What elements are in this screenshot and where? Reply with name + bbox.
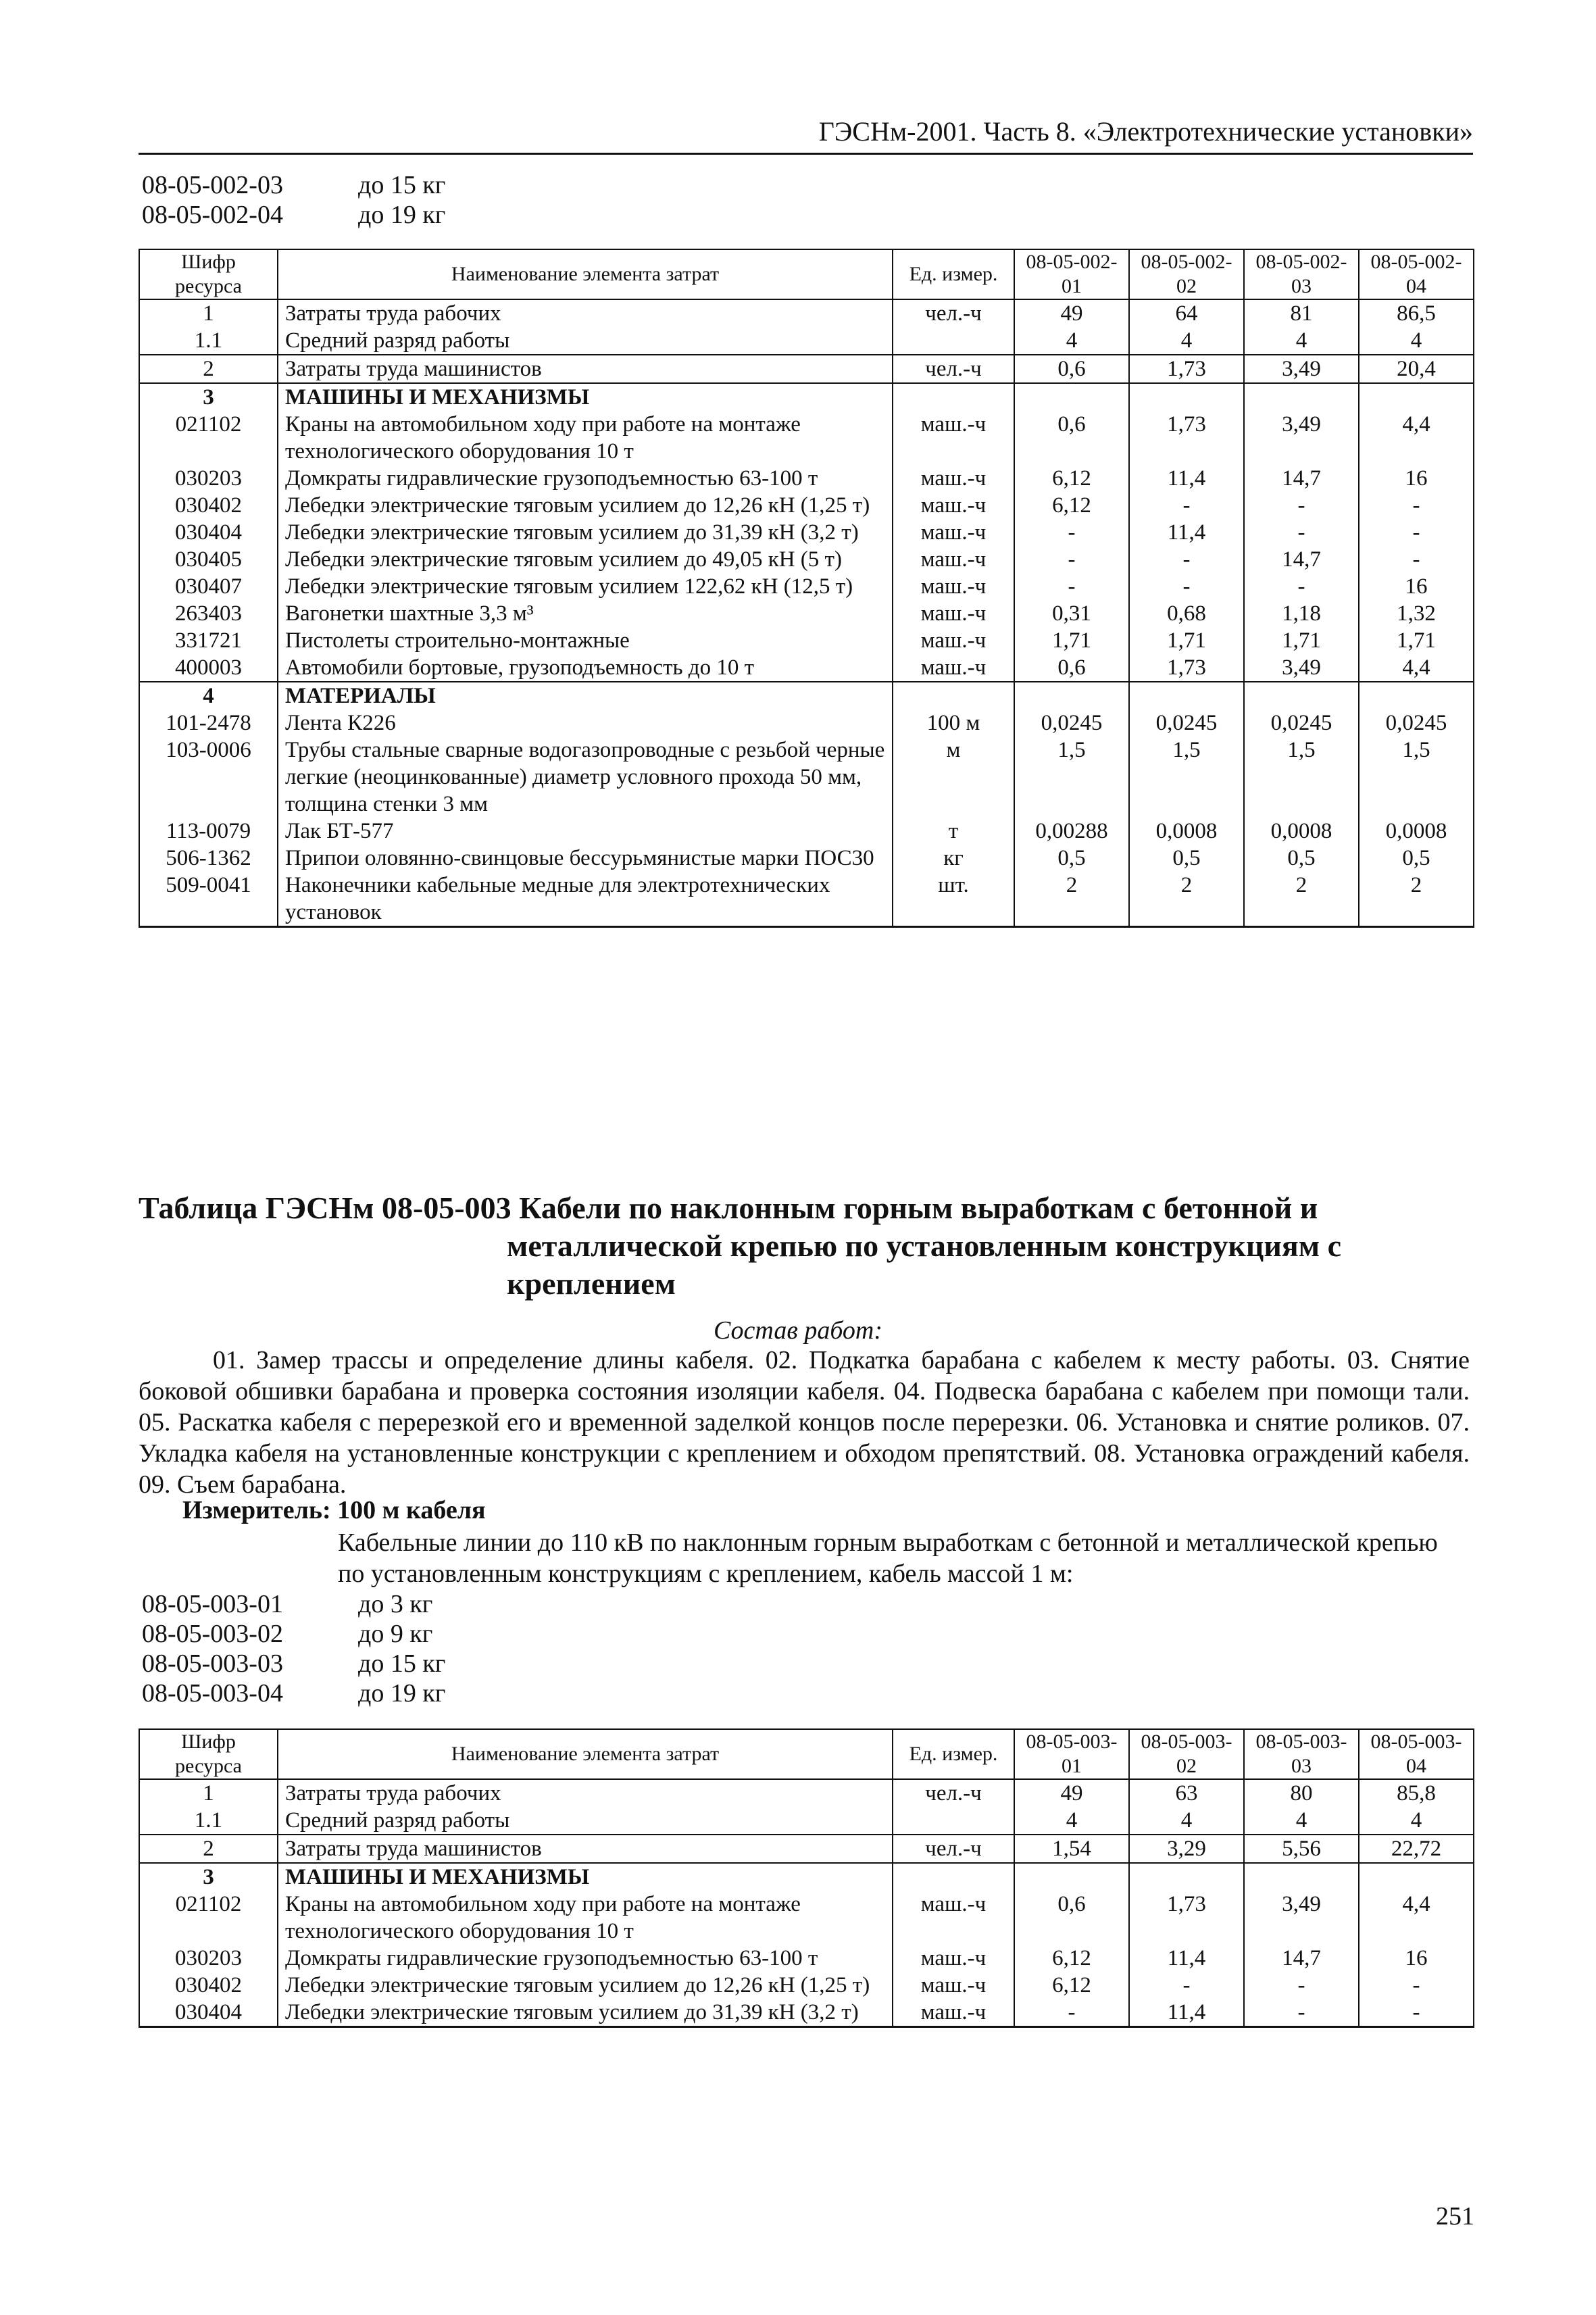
cell-code: 1.1 — [139, 327, 278, 355]
cell-value: - — [1244, 492, 1359, 519]
running-title: ГЭСНм-2001. Часть 8. «Электротехнические установки» — [818, 116, 1473, 147]
cell-value: - — [1014, 1999, 1129, 2027]
cell-code: 2 — [139, 355, 278, 383]
code-row — [142, 200, 445, 230]
cell-value: 11,4 — [1129, 1999, 1244, 2027]
work-composition-label: Состав работ: — [713, 1316, 883, 1345]
cell-value: 6,12 — [1014, 465, 1129, 492]
cell-value: 16 — [1359, 465, 1474, 492]
cell-code: 2 — [139, 1835, 278, 1863]
cell-value: 0,5 — [1359, 845, 1474, 872]
table-header-row — [139, 1729, 1474, 1779]
cell-unit: маш.-ч — [893, 1972, 1014, 1999]
cell-name: МАШИНЫ И МЕХАНИЗМЫ — [278, 383, 893, 411]
cell-unit: маш.-ч — [893, 1891, 1014, 1945]
cell-code: 3 — [139, 1863, 278, 1891]
cell-unit: 100 м — [893, 710, 1014, 737]
cell-value: - — [1359, 1972, 1474, 1999]
cell-value: - — [1359, 519, 1474, 546]
cell-value: 0,6 — [1014, 411, 1129, 465]
cell-name: Пистолеты строительно-монтажные — [278, 627, 893, 654]
cell-value: 4 — [1244, 1807, 1359, 1835]
cell-name: Средний разряд работы — [278, 1807, 893, 1835]
cell-value: 81 — [1244, 299, 1359, 327]
cell-value — [1244, 682, 1359, 710]
table-row — [139, 1972, 1474, 1999]
cell-value: 0,5 — [1244, 845, 1359, 872]
table-row — [139, 519, 1474, 546]
code-id: 08-05-003-04 — [142, 1679, 283, 1708]
cell-unit: маш.-ч — [893, 492, 1014, 519]
header-norm-code: 08-05-003-04 — [1359, 1729, 1474, 1779]
cell-name: Затраты труда рабочих — [278, 299, 893, 327]
table-row — [139, 600, 1474, 627]
cell-unit: шт. — [893, 872, 1014, 927]
cell-name: Лебедки электрические тяговым усилием 122,62 кН (12,5 т) — [278, 573, 893, 600]
table-row — [139, 1835, 1474, 1863]
table-row — [139, 1945, 1474, 1972]
cell-name: Домкраты гидравлические грузоподъемностью 63-100 т — [278, 465, 893, 492]
cell-value: 3,49 — [1244, 1891, 1359, 1945]
cell-unit: маш.-ч — [893, 519, 1014, 546]
code-id: 08-05-003-01 — [142, 1590, 283, 1618]
cell-value: 14,7 — [1244, 1945, 1359, 1972]
header-norm-code: 08-05-003-01 — [1014, 1729, 1129, 1779]
table-row — [139, 627, 1474, 654]
cell-value: 0,0008 — [1244, 818, 1359, 845]
cell-value: 11,4 — [1129, 465, 1244, 492]
header-name: Наименование элемента затрат — [278, 1729, 893, 1779]
measure-label — [182, 1495, 486, 1526]
cell-value: 0,0008 — [1129, 818, 1244, 845]
cell-value: 1,5 — [1359, 737, 1474, 818]
table-row — [139, 845, 1474, 872]
cell-unit: чел.-ч — [893, 1779, 1014, 1807]
table-row — [139, 1891, 1474, 1945]
cell-value — [1014, 682, 1129, 710]
table-row — [139, 1999, 1474, 2027]
cell-value — [1129, 383, 1244, 411]
cell-value: 3,49 — [1244, 355, 1359, 383]
cell-value: 4 — [1359, 327, 1474, 355]
table-row — [139, 411, 1474, 465]
cell-value — [1129, 682, 1244, 710]
cell-value: 1,32 — [1359, 600, 1474, 627]
cell-value — [1359, 1863, 1474, 1891]
cell-unit: маш.-ч — [893, 1999, 1014, 2027]
cell-value: - — [1129, 546, 1244, 573]
cell-code: 3 — [139, 383, 278, 411]
cell-value: 64 — [1129, 299, 1244, 327]
header-norm-code: 08-05-003-02 — [1129, 1729, 1244, 1779]
work-composition-text: 01. Замер трассы и определение длины кабеля. 02. Подкатка барабана с кабелем к месту работы. 03. Снятие боковой обшивки барабана и проверка состояния изоляции кабеля. 04. Подвеска барабана с кабелем при помощи тали. 05. Раскатка кабеля с перерезкой его и временной заделкой концов после перерезки. 06. Установка и снятие роликов. 07. Укладка кабеля на установленные конструкции с креплением и обходом препятствий. 08. Установка ограждений кабеля. 09. Съем барабана. — [139, 1346, 1470, 1499]
cell-value: 2 — [1359, 872, 1474, 927]
cell-name: Затраты труда машинистов — [278, 1835, 893, 1863]
cell-value: 22,72 — [1359, 1835, 1474, 1863]
cell-name: Автомобили бортовые, грузоподъемность до 10 т — [278, 654, 893, 682]
cell-value: - — [1244, 519, 1359, 546]
code-value: до 19 кг — [358, 201, 446, 229]
cell-name: Краны на автомобильном ходу при работе на монтаже технологического оборудования 10 т — [278, 1891, 893, 1945]
table-row — [139, 299, 1474, 327]
table-row — [139, 492, 1474, 519]
header-code: Шифр ресурса — [139, 249, 278, 299]
table-body — [139, 249, 1474, 927]
header-norm-code: 08-05-002-03 — [1244, 249, 1359, 299]
measure-text: Измеритель: 100 м кабеля — [182, 1496, 486, 1524]
table-row — [139, 737, 1474, 818]
cell-value: 0,0245 — [1359, 710, 1474, 737]
cell-code: 400003 — [139, 654, 278, 682]
cell-code: 506-1362 — [139, 845, 278, 872]
cell-value: - — [1359, 1999, 1474, 2027]
cell-value: 0,5 — [1014, 845, 1129, 872]
code-row — [142, 1589, 445, 1619]
section-title-line-1: Таблица ГЭСНм 08-05-003 Кабели по наклонным горным выработкам с бетонной и — [139, 1191, 1318, 1225]
cell-code: 103-0006 — [139, 737, 278, 818]
table-header-row — [139, 249, 1474, 299]
cell-value: 1,73 — [1129, 1891, 1244, 1945]
cell-unit: чел.-ч — [893, 1835, 1014, 1863]
cell-value: 11,4 — [1129, 1945, 1244, 1972]
cell-code: 021102 — [139, 1891, 278, 1945]
cell-value: 49 — [1014, 1779, 1129, 1807]
cell-code: 1.1 — [139, 1807, 278, 1835]
cell-code: 4 — [139, 682, 278, 710]
cell-value: 1,18 — [1244, 600, 1359, 627]
cell-value: 16 — [1359, 573, 1474, 600]
cell-value: 4 — [1129, 327, 1244, 355]
cell-value: 49 — [1014, 299, 1129, 327]
code-row — [142, 1678, 445, 1708]
cell-name: Лебедки электрические тяговым усилием до 31,39 кН (3,2 т) — [278, 1999, 893, 2027]
code-value: до 9 кг — [358, 1620, 433, 1648]
cell-value: - — [1359, 492, 1474, 519]
table-description: Кабельные линии до 110 кВ по наклонным горным выработкам с бетонной и металлической крепью по установленным конструкциям с креплением, кабель массой 1 м: — [338, 1528, 1438, 1588]
table-row — [139, 465, 1474, 492]
code-value: до 15 кг — [358, 171, 446, 199]
cell-unit: т — [893, 818, 1014, 845]
cell-value: 4 — [1014, 327, 1129, 355]
cell-name: МАШИНЫ И МЕХАНИЗМЫ — [278, 1863, 893, 1891]
cell-unit: маш.-ч — [893, 600, 1014, 627]
cell-code: 030203 — [139, 1945, 278, 1972]
cell-code: 263403 — [139, 600, 278, 627]
code-id: 08-05-003-03 — [142, 1649, 283, 1678]
header-norm-code: 08-05-002-04 — [1359, 249, 1474, 299]
cell-value: - — [1129, 573, 1244, 600]
cell-value: 1,54 — [1014, 1835, 1129, 1863]
header-norm-code: 08-05-002-02 — [1129, 249, 1244, 299]
cell-unit: маш.-ч — [893, 1945, 1014, 1972]
cell-name: Трубы стальные сварные водогазопроводные с резьбой черные легкие (неоцинкованные) диаметр условного прохода 50 мм, толщина стенки 3 мм — [278, 737, 893, 818]
cell-unit: маш.-ч — [893, 411, 1014, 465]
table-row — [139, 872, 1474, 927]
cell-name: Лебедки электрические тяговым усилием до 12,26 кН (1,25 т) — [278, 492, 893, 519]
cell-code: 1 — [139, 299, 278, 327]
cell-unit: маш.-ч — [893, 573, 1014, 600]
cell-unit: кг — [893, 845, 1014, 872]
cell-value: 14,7 — [1244, 465, 1359, 492]
cell-value: 1,5 — [1244, 737, 1359, 818]
table-row — [139, 818, 1474, 845]
codes-top — [142, 170, 445, 230]
cell-value: 0,0245 — [1129, 710, 1244, 737]
header-unit: Ед. измер. — [893, 1729, 1014, 1779]
cell-value: 4,4 — [1359, 411, 1474, 465]
resource-table-2 — [139, 1728, 1474, 2028]
codes-bottom — [142, 1589, 445, 1708]
cell-unit: чел.-ч — [893, 299, 1014, 327]
cell-value: 6,12 — [1014, 1972, 1129, 1999]
cell-value — [1129, 1863, 1244, 1891]
table-row — [139, 546, 1474, 573]
cell-value: 63 — [1129, 1779, 1244, 1807]
cell-unit: маш.-ч — [893, 465, 1014, 492]
cell-value: - — [1014, 519, 1129, 546]
cell-name: Наконечники кабельные медные для электротехнических установок — [278, 872, 893, 927]
cell-value: 1,5 — [1129, 737, 1244, 818]
code-row — [142, 1649, 445, 1678]
cell-value: 0,6 — [1014, 654, 1129, 682]
cell-unit: чел.-ч — [893, 355, 1014, 383]
cell-name: Затраты труда рабочих — [278, 1779, 893, 1807]
cell-name: Вагонетки шахтные 3,3 м³ — [278, 600, 893, 627]
cell-value: - — [1129, 492, 1244, 519]
cell-name: МАТЕРИАЛЫ — [278, 682, 893, 710]
cell-value: 85,8 — [1359, 1779, 1474, 1807]
cell-name: Лента К226 — [278, 710, 893, 737]
cell-value: 0,6 — [1014, 355, 1129, 383]
cell-value: - — [1244, 1972, 1359, 1999]
cell-name: Домкраты гидравлические грузоподъемностью 63-100 т — [278, 1945, 893, 1972]
cell-value: 14,7 — [1244, 546, 1359, 573]
table-body — [139, 1729, 1474, 2027]
cell-value: 1,71 — [1014, 627, 1129, 654]
cell-unit — [893, 682, 1014, 710]
table-row — [139, 327, 1474, 355]
cell-value: 2 — [1244, 872, 1359, 927]
cell-unit — [893, 383, 1014, 411]
cell-code: 509-0041 — [139, 872, 278, 927]
cell-value: 80 — [1244, 1779, 1359, 1807]
cell-value: - — [1359, 546, 1474, 573]
table-row — [139, 654, 1474, 682]
cell-code: 021102 — [139, 411, 278, 465]
cell-value: 6,12 — [1014, 1945, 1129, 1972]
code-id: 08-05-002-03 — [142, 171, 283, 199]
cell-value: 1,71 — [1244, 627, 1359, 654]
cell-value: 6,12 — [1014, 492, 1129, 519]
table-row — [139, 710, 1474, 737]
cell-value: 2 — [1014, 872, 1129, 927]
table-row — [139, 1807, 1474, 1835]
cell-value: 0,5 — [1129, 845, 1244, 872]
header-name: Наименование элемента затрат — [278, 249, 893, 299]
cell-value: 1,73 — [1129, 654, 1244, 682]
cell-value — [1359, 682, 1474, 710]
cell-value: 1,5 — [1014, 737, 1129, 818]
cell-value: 86,5 — [1359, 299, 1474, 327]
cell-name: Лебедки электрические тяговым усилием до 31,39 кН (3,2 т) — [278, 519, 893, 546]
cell-value: 4 — [1359, 1807, 1474, 1835]
cell-value: - — [1244, 573, 1359, 600]
cell-value: 0,6 — [1014, 1891, 1129, 1945]
table-row — [139, 573, 1474, 600]
cell-value: 1,73 — [1129, 411, 1244, 465]
cell-value: 2 — [1129, 872, 1244, 927]
table-row — [139, 383, 1474, 411]
cell-name: Припои оловянно-свинцовые бессурьмянистые марки ПОС30 — [278, 845, 893, 872]
code-id: 08-05-002-04 — [142, 201, 283, 229]
header-code: Шифр ресурса — [139, 1729, 278, 1779]
cell-unit: м — [893, 737, 1014, 818]
cell-unit — [893, 327, 1014, 355]
code-id: 08-05-003-02 — [142, 1620, 283, 1648]
cell-name: Лебедки электрические тяговым усилием до 12,26 кН (1,25 т) — [278, 1972, 893, 1999]
cell-unit: маш.-ч — [893, 546, 1014, 573]
cell-value: 4,4 — [1359, 654, 1474, 682]
cell-value: 1,71 — [1129, 627, 1244, 654]
cell-unit: маш.-ч — [893, 627, 1014, 654]
cell-value: 0,0008 — [1359, 818, 1474, 845]
cell-value: - — [1014, 573, 1129, 600]
cell-name: Лебедки электрические тяговым усилием до 49,05 кН (5 т) — [278, 546, 893, 573]
cell-value: 1,73 — [1129, 355, 1244, 383]
cell-value: 3,29 — [1129, 1835, 1244, 1863]
cell-value: 0,68 — [1129, 600, 1244, 627]
cell-value: 3,49 — [1244, 654, 1359, 682]
cell-value: 4 — [1244, 327, 1359, 355]
cell-code: 030404 — [139, 1999, 278, 2027]
cell-name: Затраты труда машинистов — [278, 355, 893, 383]
cell-name: Средний разряд работы — [278, 327, 893, 355]
cell-value: 0,00288 — [1014, 818, 1129, 845]
cell-value: 0,0245 — [1014, 710, 1129, 737]
resource-table-1 — [139, 249, 1474, 928]
cell-value: 4 — [1014, 1807, 1129, 1835]
running-header — [139, 115, 1473, 155]
cell-value: 16 — [1359, 1945, 1474, 1972]
cell-value: 5,56 — [1244, 1835, 1359, 1863]
header-norm-code: 08-05-002-01 — [1014, 249, 1129, 299]
cell-code: 101-2478 — [139, 710, 278, 737]
cell-code: 331721 — [139, 627, 278, 654]
cell-value — [1014, 383, 1129, 411]
cell-value: - — [1244, 1999, 1359, 2027]
cell-unit — [893, 1807, 1014, 1835]
cell-code: 030405 — [139, 546, 278, 573]
cell-code: 030203 — [139, 465, 278, 492]
header-norm-code: 08-05-003-03 — [1244, 1729, 1359, 1779]
cell-code: 1 — [139, 1779, 278, 1807]
cell-code: 030404 — [139, 519, 278, 546]
cell-value: 4 — [1129, 1807, 1244, 1835]
code-value: до 15 кг — [358, 1649, 446, 1678]
code-value: до 19 кг — [358, 1679, 446, 1708]
cell-value: 4,4 — [1359, 1891, 1474, 1945]
header-unit: Ед. измер. — [893, 249, 1014, 299]
code-row — [142, 170, 445, 200]
cell-code: 030407 — [139, 573, 278, 600]
cell-value: 1,71 — [1359, 627, 1474, 654]
table-row — [139, 1863, 1474, 1891]
cell-value — [1244, 1863, 1359, 1891]
section-title-line-2: металлической крепью по установленным конструкциям с креплением — [507, 1228, 1341, 1301]
table-row — [139, 1779, 1474, 1807]
cell-value — [1014, 1863, 1129, 1891]
section-title — [139, 1189, 1473, 1303]
table-row — [139, 355, 1474, 383]
cell-value: 0,0245 — [1244, 710, 1359, 737]
code-row — [142, 1619, 445, 1649]
cell-unit: маш.-ч — [893, 654, 1014, 682]
cell-value: 3,49 — [1244, 411, 1359, 465]
cell-value: 0,31 — [1014, 600, 1129, 627]
cell-value — [1359, 383, 1474, 411]
cell-value — [1244, 383, 1359, 411]
cell-code: 113-0079 — [139, 818, 278, 845]
cell-value: 11,4 — [1129, 519, 1244, 546]
cell-code: 030402 — [139, 492, 278, 519]
cell-value: - — [1129, 1972, 1244, 1999]
page-number: 251 — [1436, 2202, 1474, 2231]
cell-value: 20,4 — [1359, 355, 1474, 383]
cell-code: 030402 — [139, 1972, 278, 1999]
cell-unit — [893, 1863, 1014, 1891]
cell-name: Краны на автомобильном ходу при работе на монтаже технологического оборудования 10 т — [278, 411, 893, 465]
code-value: до 3 кг — [358, 1590, 433, 1618]
cell-value: - — [1014, 546, 1129, 573]
table-row — [139, 682, 1474, 710]
cell-name: Лак БТ-577 — [278, 818, 893, 845]
